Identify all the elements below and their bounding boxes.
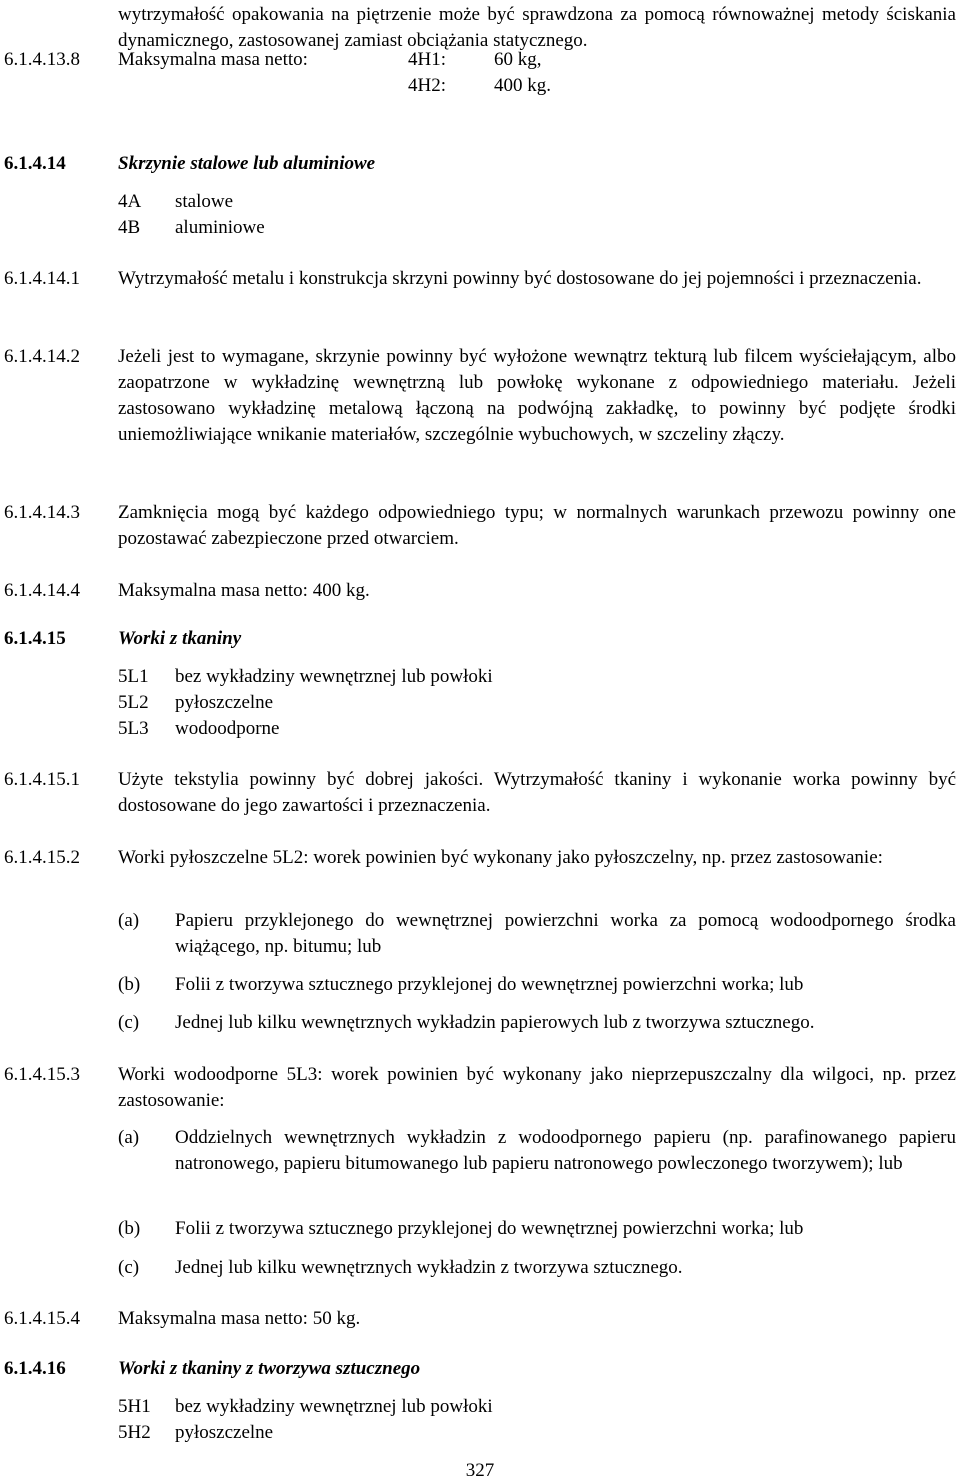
list-item-text: Folii z tworzywa sztucznego przyklejonej do wewnętrznej powierzchni worka; lub (175, 974, 804, 995)
section-number: 6.1.4.13.8 (4, 49, 80, 70)
section-text: Jeżeli jest to wymagane, skrzynie powinny być wyłożone wewnątrz tekturą lub filcem wyściełającym, albo zaopatrzone w wykładzinę wewnętrzną lub powłokę wykonane z odpowiedniego materiału. Jeżeli zastosowano wykładzinę metalową łączoną na podwójną zakładkę, to powinny być podjęte środki uniemożliwiające wnikanie materiałów, szczególnie wybuchowych, w szczeliny złączy. (118, 346, 956, 445)
packaging-code: 5L1 (118, 666, 149, 687)
section-text: Worki wodoodporne 5L3: worek powinien być wykonany jako nieprzepuszczalny dla wilgoci, np. przez zastosowanie: (118, 1064, 956, 1111)
section-title: Skrzynie stalowe lub aluminiowe (118, 153, 376, 174)
packaging-code-desc: bez wykładziny wewnętrznej lub powłoki (175, 1396, 493, 1417)
list-label: (c) (118, 1257, 140, 1278)
mass-value: 400 kg. (494, 75, 551, 96)
list-item-text: Oddzielnych wewnętrznych wykładzin z wodoodpornego papieru (np. parafinowanego papieru natronowego, papieru bitumowanego lub papieru natronowego powleczonego tworzywem); lub (175, 1127, 956, 1174)
section-number: 6.1.4.14 (4, 153, 66, 174)
mass-value: 60 kg, (494, 49, 542, 70)
list-item-text: Folii z tworzywa sztucznego przyklejonej do wewnętrznej powierzchni worka; lub (175, 1218, 804, 1239)
list-item-text: Papieru przyklejonego do wewnętrznej powierzchni worka za pomocą wodoodpornego środka wiążącego, np. bitumu; lub (175, 910, 956, 957)
packaging-code-desc: wodoodporne (175, 718, 280, 739)
section-number: 6.1.4.14.3 (4, 502, 80, 523)
packaging-code-desc: bez wykładziny wewnętrznej lub powłoki (175, 666, 493, 687)
packaging-code-desc: aluminiowe (175, 217, 265, 238)
section-number: 6.1.4.16 (4, 1358, 66, 1379)
packaging-code: 4B (118, 217, 141, 238)
section-number: 6.1.4.14.4 (4, 580, 80, 601)
list-item-text: Jednej lub kilku wewnętrznych wykładzin papierowych lub z tworzywa sztucznego. (175, 1012, 815, 1033)
section-number: 6.1.4.15.1 (4, 769, 80, 790)
packaging-code-desc: stalowe (175, 191, 234, 212)
list-label: (b) (118, 974, 141, 995)
packaging-code: 5L2 (118, 692, 149, 713)
section-text: Zamknięcia mogą być każdego odpowiedniego typu; w normalnych warunkach przewozu powinny one pozostawać zabezpieczone przed otwarciem. (118, 502, 956, 549)
packaging-code-desc: pyłoszczelne (175, 1422, 274, 1443)
section-number: 6.1.4.15.3 (4, 1064, 80, 1085)
section-title: Worki z tkaniny z tworzywa sztucznego (118, 1358, 421, 1379)
mass-code: 4H2: (408, 75, 446, 96)
section-text: Worki pyłoszczelne 5L2: worek powinien być wykonany jako pyłoszczelny, np. przez zastosowanie: (118, 847, 883, 868)
list-item-text: Jednej lub kilku wewnętrznych wykładzin z tworzywa sztucznego. (175, 1257, 683, 1278)
list-label: (b) (118, 1218, 141, 1239)
page-number: 327 (465, 1460, 495, 1481)
section-number: 6.1.4.14.2 (4, 346, 80, 367)
section-number: 6.1.4.15.4 (4, 1308, 80, 1329)
section-text: Maksymalna masa netto: 50 kg. (118, 1308, 361, 1329)
section-title: Worki z tkaniny (118, 628, 242, 649)
packaging-code: 5H2 (118, 1422, 151, 1443)
section-number: 6.1.4.15.2 (4, 847, 80, 868)
packaging-code: 4A (118, 191, 142, 212)
section-number: 6.1.4.14.1 (4, 268, 80, 289)
section-label: Maksymalna masa netto: (118, 49, 308, 70)
intro-paragraph: wytrzymałość opakowania na piętrzenie może być sprawdzona za pomocą równoważnej metody ściskania dynamicznego, zastosowanej zamiast obciążania statycznego. (118, 4, 956, 51)
list-label: (c) (118, 1012, 140, 1033)
list-label: (a) (118, 1127, 140, 1148)
mass-code: 4H1: (408, 49, 446, 70)
section-text: Użyte tekstylia powinny być dobrej jakości. Wytrzymałość tkaniny i wykonanie worka powinny być dostosowane do jego zawartości i przeznaczenia. (118, 769, 956, 816)
section-text: Maksymalna masa netto: 400 kg. (118, 580, 370, 601)
list-label: (a) (118, 910, 140, 931)
section-number: 6.1.4.15 (4, 628, 66, 649)
packaging-code-desc: pyłoszczelne (175, 692, 274, 713)
packaging-code: 5H1 (118, 1396, 151, 1417)
section-text: Wytrzymałość metalu i konstrukcja skrzyni powinny być dostosowane do jej pojemności i przeznaczenia. (118, 268, 922, 289)
packaging-code: 5L3 (118, 718, 149, 739)
